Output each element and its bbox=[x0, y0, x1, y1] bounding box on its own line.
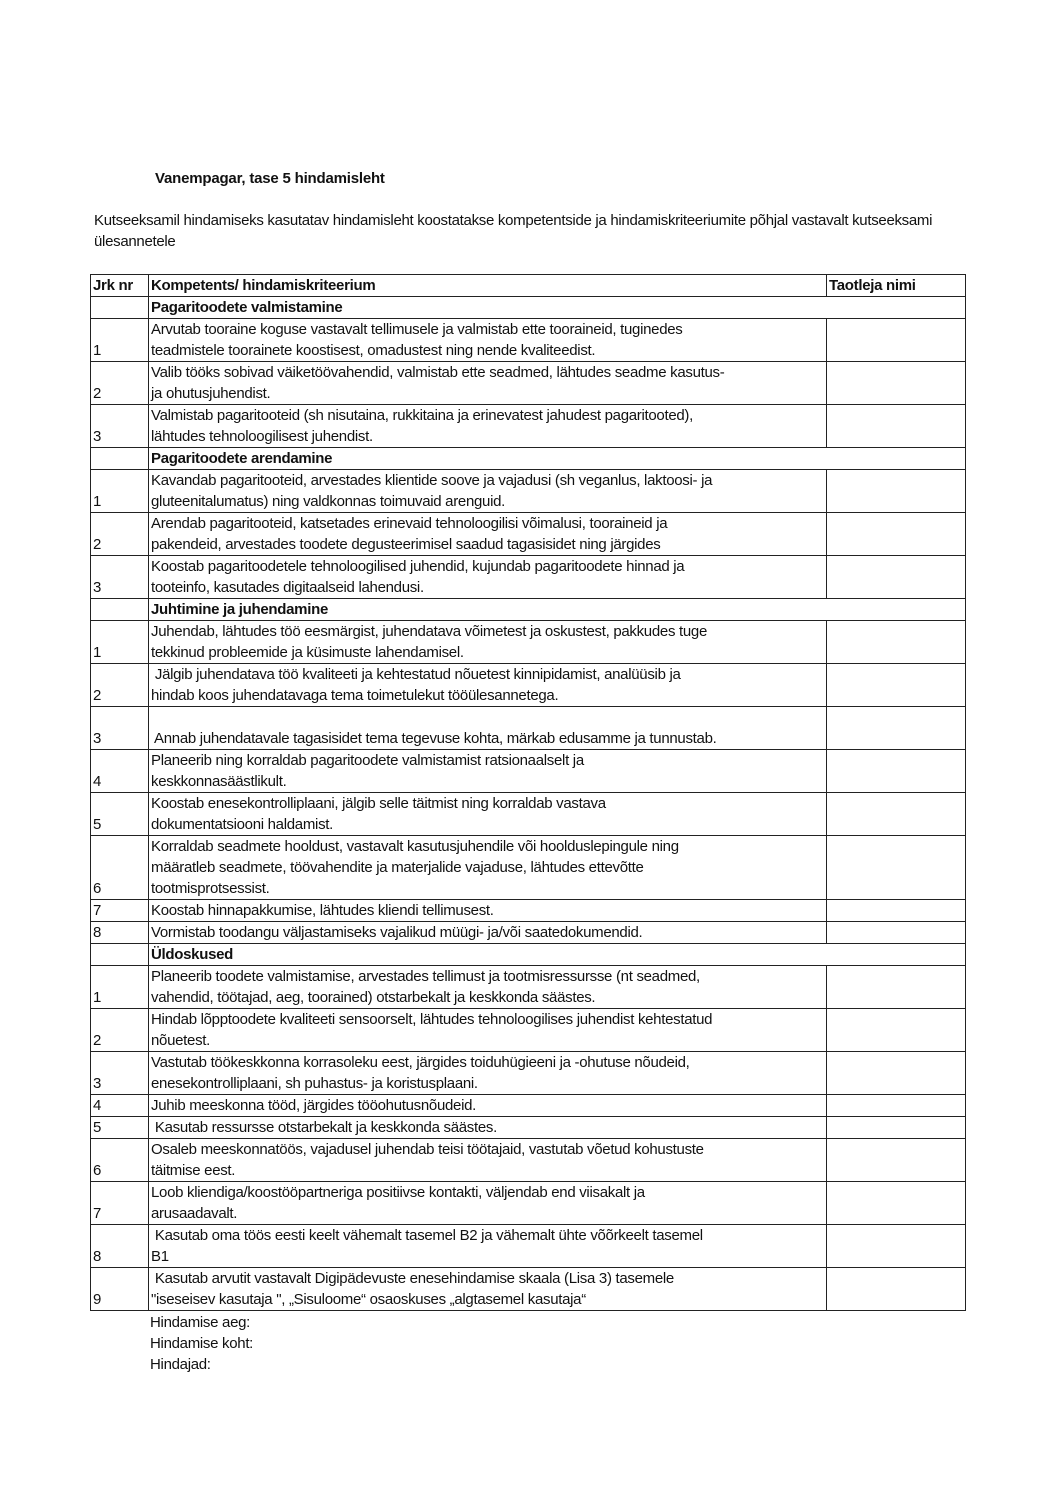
criterion-text bbox=[149, 1182, 827, 1225]
applicant-score-cell[interactable] bbox=[827, 513, 966, 556]
criterion-line: Hindab lõpptoodete kvaliteeti sensoorselt, lähtudes tehnoloogilises juhendist kehtestatud bbox=[151, 1011, 713, 1028]
section-nr-cell bbox=[91, 448, 149, 470]
criterion-text bbox=[149, 1225, 827, 1268]
applicant-score-cell[interactable] bbox=[827, 664, 966, 707]
row-number: 2 bbox=[91, 513, 149, 556]
applicant-score-cell[interactable] bbox=[827, 1095, 966, 1117]
criterion-line: B1 bbox=[151, 1248, 169, 1265]
table-row bbox=[91, 513, 966, 556]
section-title: Pagaritoodete valmistamine bbox=[149, 297, 966, 319]
table-row bbox=[91, 664, 966, 707]
applicant-score-cell[interactable] bbox=[827, 750, 966, 793]
table-row bbox=[91, 1139, 966, 1182]
row-number: 3 bbox=[91, 707, 149, 750]
applicant-score-cell[interactable] bbox=[827, 922, 966, 944]
table-row bbox=[91, 793, 966, 836]
criterion-line: Juhib meeskonna tööd, järgides tööohutusnõudeid. bbox=[151, 1097, 477, 1114]
criterion-line: pakendeid, arvestades toodete degusteerimisel saadud tagasisidet ning järgides bbox=[151, 536, 661, 553]
criterion-line: Vormistab toodangu väljastamiseks vajalikud müügi- ja/või saatedokumendid. bbox=[151, 924, 643, 941]
criterion-line: Koostab enesekontrolliplaani, jälgib selle täitmist ning korraldab vastava bbox=[151, 795, 606, 812]
table-row bbox=[91, 1117, 966, 1139]
criterion-line: määratleb seadmete, töövahendite ja materjalide vajaduse, lähtudes ettevõtte bbox=[151, 859, 644, 876]
criterion-line: Koostab pagaritoodetele tehnoloogilised juhendid, kujundab pagaritoodete hinnad ja bbox=[151, 558, 685, 575]
criterion-line: tooteinfo, kasutades digitaalseid lahendusi. bbox=[151, 579, 424, 596]
table-row bbox=[91, 750, 966, 793]
criterion-line: vahendid, töötajad, aeg, toorained) otstarbekalt ja keskkonda säästes. bbox=[151, 989, 596, 1006]
row-number: 9 bbox=[91, 1268, 149, 1311]
row-number: 3 bbox=[91, 556, 149, 599]
table-row bbox=[91, 362, 966, 405]
criterion-line: gluteenitalumatus) ning valdkonnas toimuvaid arenguid. bbox=[151, 493, 506, 510]
criterion-line: Loob kliendiga/koostööpartneriga positiivse kontakti, väljendab end viisakalt ja bbox=[151, 1184, 645, 1201]
row-number: 4 bbox=[91, 1095, 149, 1117]
criterion-text bbox=[149, 793, 827, 836]
table-row bbox=[91, 470, 966, 513]
criterion-line: teadmistele toorainete koostisest, omadustest ning nende kvaliteedist. bbox=[151, 342, 596, 359]
applicant-score-cell[interactable] bbox=[827, 362, 966, 405]
criterion-line: tootmisprotsessist. bbox=[151, 880, 270, 897]
footer-hindajad: Hindajad: bbox=[150, 1356, 211, 1373]
table-row bbox=[91, 1009, 966, 1052]
document-title: Vanempagar, tase 5 hindamisleht bbox=[155, 170, 385, 187]
section-nr-cell bbox=[91, 297, 149, 319]
table-row bbox=[91, 900, 966, 922]
section-row bbox=[91, 599, 966, 621]
criterion-line bbox=[151, 707, 824, 728]
row-number: 1 bbox=[91, 621, 149, 664]
assessment-footer bbox=[150, 1312, 253, 1375]
footer-hindamise-koht: Hindamise koht: bbox=[150, 1335, 254, 1352]
criterion-line: Koostab hinnapakkumise, lähtudes kliendi tellimusest. bbox=[151, 902, 494, 919]
applicant-score-cell[interactable] bbox=[827, 900, 966, 922]
criterion-line: Valmistab pagaritooteid (sh nisutaina, rukkitaina ja erinevatest jahudest pagaritooted), bbox=[151, 407, 693, 424]
criterion-text bbox=[149, 319, 827, 362]
row-number: 7 bbox=[91, 1182, 149, 1225]
row-number: 3 bbox=[91, 1052, 149, 1095]
row-number: 4 bbox=[91, 750, 149, 793]
assessment-table bbox=[90, 274, 966, 1311]
table-header-row bbox=[91, 275, 966, 297]
header-taotleja-nimi: Taotleja nimi bbox=[827, 275, 966, 297]
criterion-line: Kasutab arvutit vastavalt Digipädevuste enesehindamise skaala (Lisa 3) tasemele bbox=[151, 1270, 674, 1287]
applicant-score-cell[interactable] bbox=[827, 621, 966, 664]
criterion-line: Planeerib ning korraldab pagaritoodete valmistamist ratsionaalselt ja bbox=[151, 752, 584, 769]
section-row bbox=[91, 297, 966, 319]
row-number: 2 bbox=[91, 362, 149, 405]
table-row bbox=[91, 621, 966, 664]
criterion-line: Annab juhendatavale tagasisidet tema tegevuse kohta, märkab edusamme ja tunnustab. bbox=[151, 730, 717, 747]
table-row bbox=[91, 319, 966, 362]
criterion-line: enesekontrolliplaani, sh puhastus- ja koristusplaani. bbox=[151, 1075, 478, 1092]
criterion-text bbox=[149, 1268, 827, 1311]
criterion-text bbox=[149, 836, 827, 900]
criterion-line: Korraldab seadmete hooldust, vastavalt kasutusjuhendile või hoolduslepingule ning bbox=[151, 838, 679, 855]
criterion-line: täitmise eest. bbox=[151, 1162, 236, 1179]
row-number: 3 bbox=[91, 405, 149, 448]
criterion-line: lähtudes tehnoloogilisest juhendist. bbox=[151, 428, 373, 445]
applicant-score-cell[interactable] bbox=[827, 470, 966, 513]
criterion-text bbox=[149, 1009, 827, 1052]
criterion-line: Kavandab pagaritooteid, arvestades klientide soove ja vajadusi (sh veganlus, laktoosi- ja bbox=[151, 472, 713, 489]
criterion-text bbox=[149, 922, 827, 944]
criterion-line: hindab koos juhendatavaga tema toimetulekut tööülesannetega. bbox=[151, 687, 559, 704]
intro-paragraph: Kutseeksamil hindamiseks kasutatav hindamisleht koostatakse kompetentside ja hindamiskriteeriumite põhjal vastavalt kutseeksami ülesannetele bbox=[94, 212, 933, 250]
row-number: 7 bbox=[91, 900, 149, 922]
criterion-text bbox=[149, 513, 827, 556]
criterion-line: Arvutab tooraine koguse vastavalt tellimusele ja valmistab ette tooraineid, tuginedes bbox=[151, 321, 683, 338]
row-number: 5 bbox=[91, 793, 149, 836]
table-row bbox=[91, 966, 966, 1009]
table-row bbox=[91, 1225, 966, 1268]
section-title: Pagaritoodete arendamine bbox=[149, 448, 966, 470]
table-row bbox=[91, 1268, 966, 1311]
row-number: 2 bbox=[91, 1009, 149, 1052]
table-row bbox=[91, 1095, 966, 1117]
criterion-line: Vastutab töökeskkonna korrasoleku eest, järgides toiduhügieeni ja -ohutuse nõudeid, bbox=[151, 1054, 690, 1071]
applicant-score-cell[interactable] bbox=[827, 836, 966, 900]
criterion-line: nõuetest. bbox=[151, 1032, 211, 1049]
applicant-score-cell[interactable] bbox=[827, 1009, 966, 1052]
footer-hindamise-aeg: Hindamise aeg: bbox=[150, 1314, 251, 1331]
section-row bbox=[91, 944, 966, 966]
row-number: 8 bbox=[91, 1225, 149, 1268]
criterion-text bbox=[149, 470, 827, 513]
table-row bbox=[91, 836, 966, 900]
header-jrk-nr: Jrk nr bbox=[91, 275, 149, 297]
criterion-line: Kasutab ressursse otstarbekalt ja keskkonda säästes. bbox=[151, 1119, 497, 1136]
applicant-score-cell[interactable] bbox=[827, 966, 966, 1009]
table-row bbox=[91, 556, 966, 599]
criterion-text bbox=[149, 707, 827, 750]
criterion-text bbox=[149, 750, 827, 793]
criterion-text bbox=[149, 1052, 827, 1095]
section-row bbox=[91, 448, 966, 470]
applicant-score-cell[interactable] bbox=[827, 405, 966, 448]
row-number: 1 bbox=[91, 966, 149, 1009]
criterion-line: keskkonnasäästlikult. bbox=[151, 773, 287, 790]
row-number: 1 bbox=[91, 470, 149, 513]
header-kompetents: Kompetents/ hindamiskriteerium bbox=[149, 275, 827, 297]
applicant-score-cell[interactable] bbox=[827, 1182, 966, 1225]
table-row bbox=[91, 1052, 966, 1095]
applicant-score-cell[interactable] bbox=[827, 1052, 966, 1095]
row-number: 1 bbox=[91, 319, 149, 362]
applicant-score-cell[interactable] bbox=[827, 1225, 966, 1268]
row-number: 8 bbox=[91, 922, 149, 944]
criterion-text bbox=[149, 664, 827, 707]
criterion-text bbox=[149, 621, 827, 664]
table-row bbox=[91, 1182, 966, 1225]
criterion-line: Valib tööks sobivad väiketöövahendid, valmistab ette seadmed, lähtudes seadme kasutus- bbox=[151, 364, 725, 381]
criterion-line: Jälgib juhendatava töö kvaliteeti ja kehtestatud nõuetest kinnipidamist, analüüsib ja bbox=[151, 666, 681, 683]
criterion-line: dokumentatsiooni haldamist. bbox=[151, 816, 334, 833]
criterion-text bbox=[149, 556, 827, 599]
table-row bbox=[91, 405, 966, 448]
section-nr-cell bbox=[91, 944, 149, 966]
section-title: Üldoskused bbox=[149, 944, 966, 966]
applicant-score-cell[interactable] bbox=[827, 1139, 966, 1182]
criterion-line: Planeerib toodete valmistamise, arvestades tellimust ja tootmisressursse (nt seadmed, bbox=[151, 968, 700, 985]
table-row bbox=[91, 707, 966, 750]
criterion-line: Kasutab oma töös eesti keelt vähemalt tasemel B2 ja vähemalt ühte võõrkeelt tasemel bbox=[151, 1227, 703, 1244]
section-nr-cell bbox=[91, 599, 149, 621]
applicant-score-cell[interactable] bbox=[827, 1268, 966, 1311]
criterion-line: tekkinud probleemide ja küsimuste lahendamisel. bbox=[151, 644, 464, 661]
criterion-text bbox=[149, 1117, 827, 1139]
row-number: 5 bbox=[91, 1117, 149, 1139]
table-body bbox=[91, 297, 966, 1311]
criterion-line: "iseseisev kasutaja ", „Sisuloome“ osaoskuses „algtasemel kasutaja“ bbox=[151, 1291, 586, 1308]
criterion-line: Osaleb meeskonnatöös, vajadusel juhendab teisi töötajaid, vastutab võetud kohustuste bbox=[151, 1141, 704, 1158]
applicant-score-cell[interactable] bbox=[827, 556, 966, 599]
section-title: Juhtimine ja juhendamine bbox=[149, 599, 966, 621]
criterion-line: Juhendab, lähtudes töö eesmärgist, juhendatava võimetest ja oskustest, pakkudes tuge bbox=[151, 623, 707, 640]
criterion-text bbox=[149, 1139, 827, 1182]
criterion-text bbox=[149, 966, 827, 1009]
criterion-text bbox=[149, 900, 827, 922]
applicant-score-cell[interactable] bbox=[827, 1117, 966, 1139]
table-row bbox=[91, 922, 966, 944]
criterion-line: Arendab pagaritooteid, katsetades erinevaid tehnoloogilisi võimalusi, tooraineid ja bbox=[151, 515, 668, 532]
criterion-line: ja ohutusjuhendist. bbox=[151, 385, 271, 402]
row-number: 2 bbox=[91, 664, 149, 707]
row-number: 6 bbox=[91, 836, 149, 900]
applicant-score-cell[interactable] bbox=[827, 793, 966, 836]
applicant-score-cell[interactable] bbox=[827, 319, 966, 362]
row-number: 6 bbox=[91, 1139, 149, 1182]
applicant-score-cell[interactable] bbox=[827, 707, 966, 750]
criterion-text bbox=[149, 362, 827, 405]
criterion-line: arusaadavalt. bbox=[151, 1205, 238, 1222]
criterion-text bbox=[149, 405, 827, 448]
criterion-text bbox=[149, 1095, 827, 1117]
